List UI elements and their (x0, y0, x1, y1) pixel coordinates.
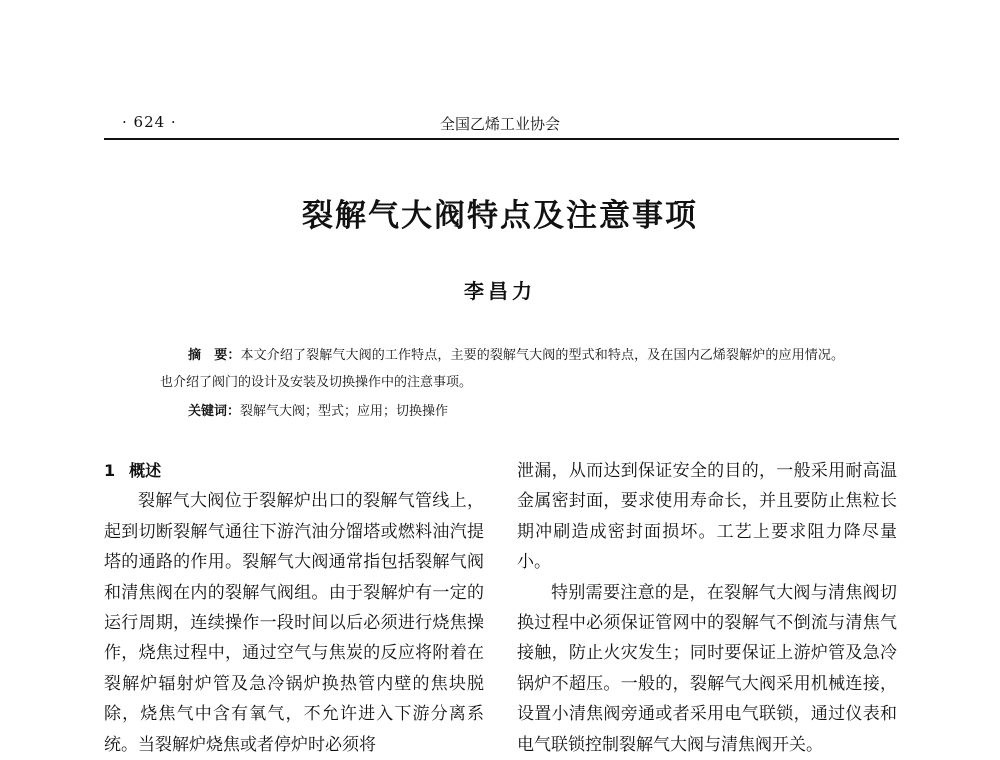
keywords-text: 裂解气大阀；型式；应用；切换操作 (240, 404, 449, 419)
body-paragraph: 裂解气大阀位于裂解炉出口的裂解气管线上，起到切断裂解气通往下游汽油分馏塔或燃料油汽提塔的通路的作用。裂解气大阀通常指包括裂解气阀和清焦阀在内的裂解气阀组。由于裂解炉有一定的运行周期，连续操作一段时间以后必须进行烧焦操作，烧焦过程中，通过空气与焦炭的反应将附着在裂解炉辐射炉管及急冷锅炉换热管内壁的焦块脱除，烧焦气中含有氧气，不允许进入下游分离系统。当裂解炉烧焦或者停炉时必须将 (104, 491, 484, 755)
body-paragraph: 特别需要注意的是，在裂解气大阀与清焦阀切换过程中必须保证管网中的裂解气不倒流与清焦气接触，防止火灾发生；同时要保证上游炉管及急冷锅炉不超压。一般的，裂解气大阀采用机械连接，设置小清焦阀旁通或者采用电气联锁，通过仪表和电气联锁控制裂解气大阀与清焦阀开关。 (517, 582, 897, 755)
section-number: 1 (104, 461, 116, 480)
article-title: 裂解气大阀特点及注意事项 (302, 198, 698, 234)
right-column (517, 456, 897, 760)
page-number: · 624 · (122, 113, 177, 131)
abstract (160, 342, 844, 396)
abstract-label: 摘 要： (188, 348, 241, 363)
body-paragraph-continued: 泄漏，从而达到保证安全的目的，一般采用耐高温金属密封面，要求使用寿命长，并且要防止焦粒长期冲刷造成密封面损坏。工艺上要求阻力降尽量小。 (517, 461, 897, 573)
left-column (104, 456, 484, 760)
header-rule (104, 138, 899, 140)
abstract-text: 本文介绍了裂解气大阀的工作特点，主要的裂解气大阀的型式和特点，及在国内乙烯裂解炉的应用情况。也介绍了阀门的设计及安装及切换操作中的注意事项。 (160, 348, 844, 390)
keywords-label: 关键词： (188, 404, 241, 419)
keywords (188, 400, 448, 419)
section-heading (104, 456, 484, 486)
journal-header: 全国乙烯工业协会 (439, 115, 560, 133)
article-author: 李昌力 (464, 279, 536, 303)
section-title: 概述 (129, 461, 162, 480)
